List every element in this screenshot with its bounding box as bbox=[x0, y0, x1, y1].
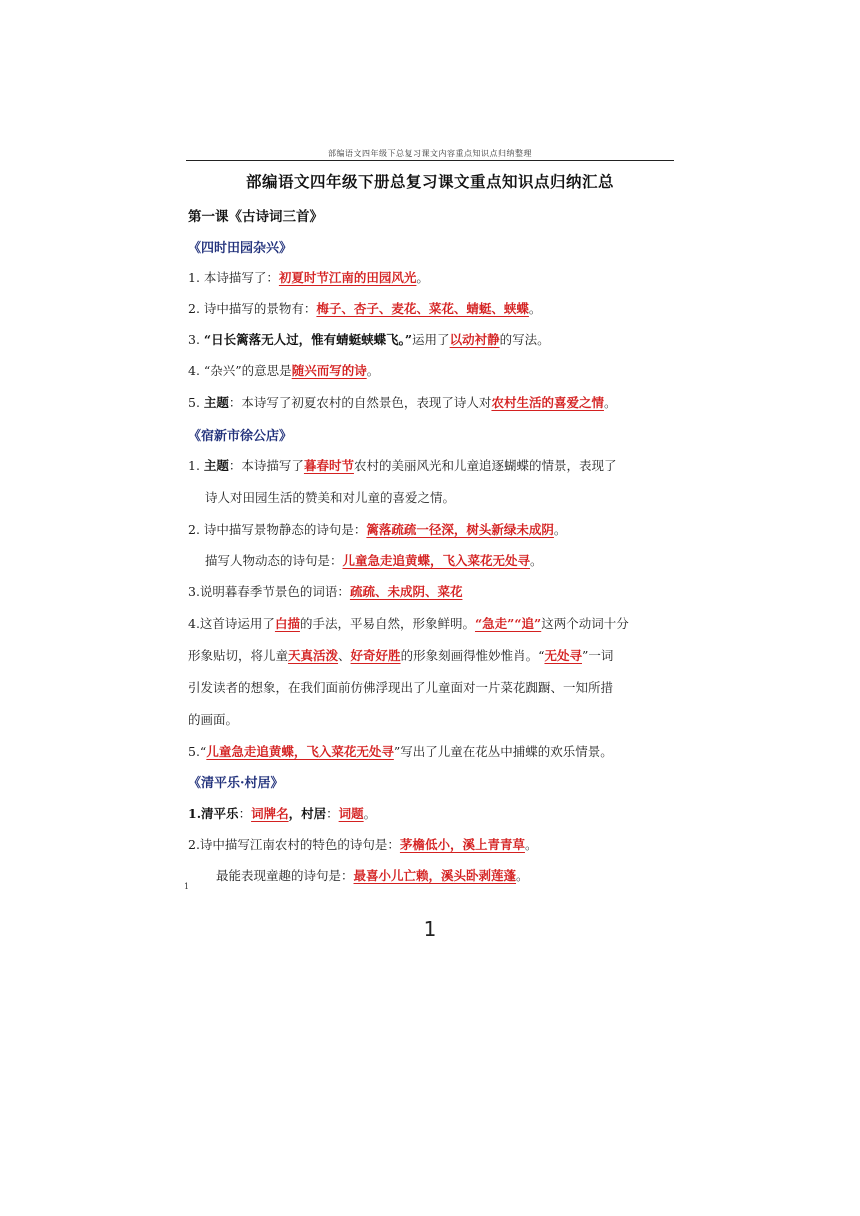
text: 。 bbox=[603, 395, 617, 410]
poem2-point-1-cont: 诗人对田园生活的赞美和对儿童的喜爱之情。 bbox=[205, 490, 456, 505]
text: ：本诗写了初夏农村的自然景色，表现了诗人对 bbox=[228, 395, 492, 410]
poem1-point-1 bbox=[188, 268, 429, 286]
text: ”写出了儿童在花丛中捕蝶的欢乐情景。 bbox=[393, 744, 613, 759]
text: 最能表现童趣的诗句是： bbox=[216, 868, 354, 883]
text: 2.诗中描写江南农村的特色的诗句是： bbox=[188, 837, 400, 852]
text: 这两个动词十分 bbox=[541, 616, 629, 631]
poem2-point-2b bbox=[205, 551, 543, 569]
text: 。 bbox=[516, 868, 529, 883]
text: 3. bbox=[188, 332, 204, 347]
answer: 随兴而写的诗 bbox=[291, 363, 367, 378]
poem2-point-4-cont3: 的画面。 bbox=[188, 712, 239, 727]
poem-title-1: 《四时田园杂兴》 bbox=[188, 241, 293, 256]
answer: “急走”“追” bbox=[474, 616, 542, 631]
answer: 词题 bbox=[338, 806, 364, 821]
text: 1. 本诗描写了： bbox=[188, 270, 279, 285]
text: 的写法。 bbox=[499, 332, 550, 347]
page-number: 1 bbox=[423, 917, 437, 941]
text: 2. 诗中描写的景物有： bbox=[188, 301, 317, 316]
answer: 梅子、杏子、麦花、菜花、蜻蜓、蛱蝶 bbox=[316, 301, 529, 316]
answer: 农村生活的喜爱之情 bbox=[491, 395, 604, 410]
text: 1. bbox=[188, 458, 204, 473]
poem-title-2: 《宿新市徐公店》 bbox=[188, 429, 293, 444]
answer: 茅檐低小，溪上青青草 bbox=[399, 837, 525, 852]
answer: 疏疏、未成阴、菜花 bbox=[349, 584, 463, 599]
text: 农村的美丽风光和儿童追逐蝴蝶的情景，表现了 bbox=[353, 458, 617, 473]
answer: 初夏时节江南的田园风光 bbox=[278, 270, 417, 285]
text: 的手法，平易自然，形象鲜明。 bbox=[299, 616, 475, 631]
document-title: 部编语文四年级下册总复习课文重点知识点归纳汇总 bbox=[245, 172, 614, 191]
poem-title-3: 《清平乐·村居》 bbox=[188, 776, 284, 791]
text: 。 bbox=[524, 837, 538, 852]
answer: 儿童急走追黄蝶，飞入菜花无处寻 bbox=[206, 744, 394, 759]
text: 2. 诗中描写景物静态的诗句是： bbox=[188, 522, 367, 537]
running-header: 部编语文四年级下总复习课文内容重点知识点归纳整理 bbox=[328, 149, 532, 158]
answer: 无处寻 bbox=[544, 648, 582, 663]
lesson-heading: 第一课《古诗词三首》 bbox=[188, 209, 323, 225]
poem2-point-1 bbox=[188, 456, 616, 474]
answer: 儿童急走追黄蝶，飞入菜花无处寻 bbox=[342, 553, 531, 568]
text: ： bbox=[238, 806, 252, 821]
poem3-point-2 bbox=[188, 835, 537, 853]
text: 。 bbox=[363, 806, 377, 821]
text: ： bbox=[326, 806, 339, 821]
label: ，村居 bbox=[288, 806, 327, 821]
poem2-point-4-cont bbox=[188, 646, 613, 664]
footnote-number: 1 bbox=[184, 882, 190, 891]
answer: 篱落疏疏一径深，树头新绿未成阴 bbox=[366, 522, 554, 537]
text: ：本诗描写了 bbox=[228, 458, 304, 473]
answer: 暮春时节 bbox=[303, 458, 354, 473]
text: 。 bbox=[530, 553, 543, 568]
poem2-point-3 bbox=[188, 582, 462, 600]
poem2-point-2 bbox=[188, 520, 566, 538]
text: 描写人物动态的诗句是： bbox=[205, 553, 343, 568]
text: 3.说明暮春季节景色的词语： bbox=[188, 584, 350, 599]
answer: 以动衬静 bbox=[449, 332, 500, 347]
text: 。 bbox=[528, 301, 542, 316]
label: 主题 bbox=[203, 395, 229, 410]
poem1-point-2 bbox=[188, 299, 541, 317]
text: 。 bbox=[366, 363, 380, 378]
text: ”一词 bbox=[581, 648, 614, 663]
answer: 好奇好胜 bbox=[350, 648, 401, 663]
text: 5. bbox=[188, 395, 204, 410]
text: 。 bbox=[553, 522, 567, 537]
text: 。 bbox=[416, 270, 429, 285]
poem3-point-1 bbox=[188, 804, 376, 822]
answer: 最喜小儿亡赖，溪头卧剥莲蓬 bbox=[353, 868, 517, 883]
text: 4. “杂兴”的意思是 bbox=[188, 363, 292, 378]
label: 主题 bbox=[203, 458, 229, 473]
poem3-point-2b bbox=[216, 866, 529, 884]
text: 的形象刻画得惟妙惟肖。“ bbox=[400, 648, 545, 663]
poem2-point-5 bbox=[188, 742, 613, 760]
text: 4.这首诗运用了 bbox=[188, 616, 275, 631]
label: 1.清平乐 bbox=[188, 806, 239, 821]
header-rule bbox=[186, 160, 674, 161]
text: 5.“ bbox=[188, 744, 207, 759]
poem2-point-4-cont2: 引发读者的想象，在我们面前仿佛浮现出了儿童面对一片菜花踟蹰、一知所措 bbox=[188, 680, 614, 695]
poem1-point-5 bbox=[188, 393, 616, 411]
answer: 天真活泼 bbox=[288, 648, 339, 663]
poem2-point-4 bbox=[188, 614, 629, 632]
poem1-point-4 bbox=[188, 361, 379, 379]
answer: 白描 bbox=[274, 616, 300, 631]
answer: 词牌名 bbox=[251, 806, 289, 821]
text: 形象贴切，将儿童 bbox=[188, 648, 289, 663]
text: 、 bbox=[338, 648, 351, 663]
quote: “日长篱落无人过，惟有蜻蜓蛱蝶飞。” bbox=[203, 332, 413, 347]
text: 运用了 bbox=[412, 332, 450, 347]
poem1-point-3 bbox=[188, 330, 550, 348]
